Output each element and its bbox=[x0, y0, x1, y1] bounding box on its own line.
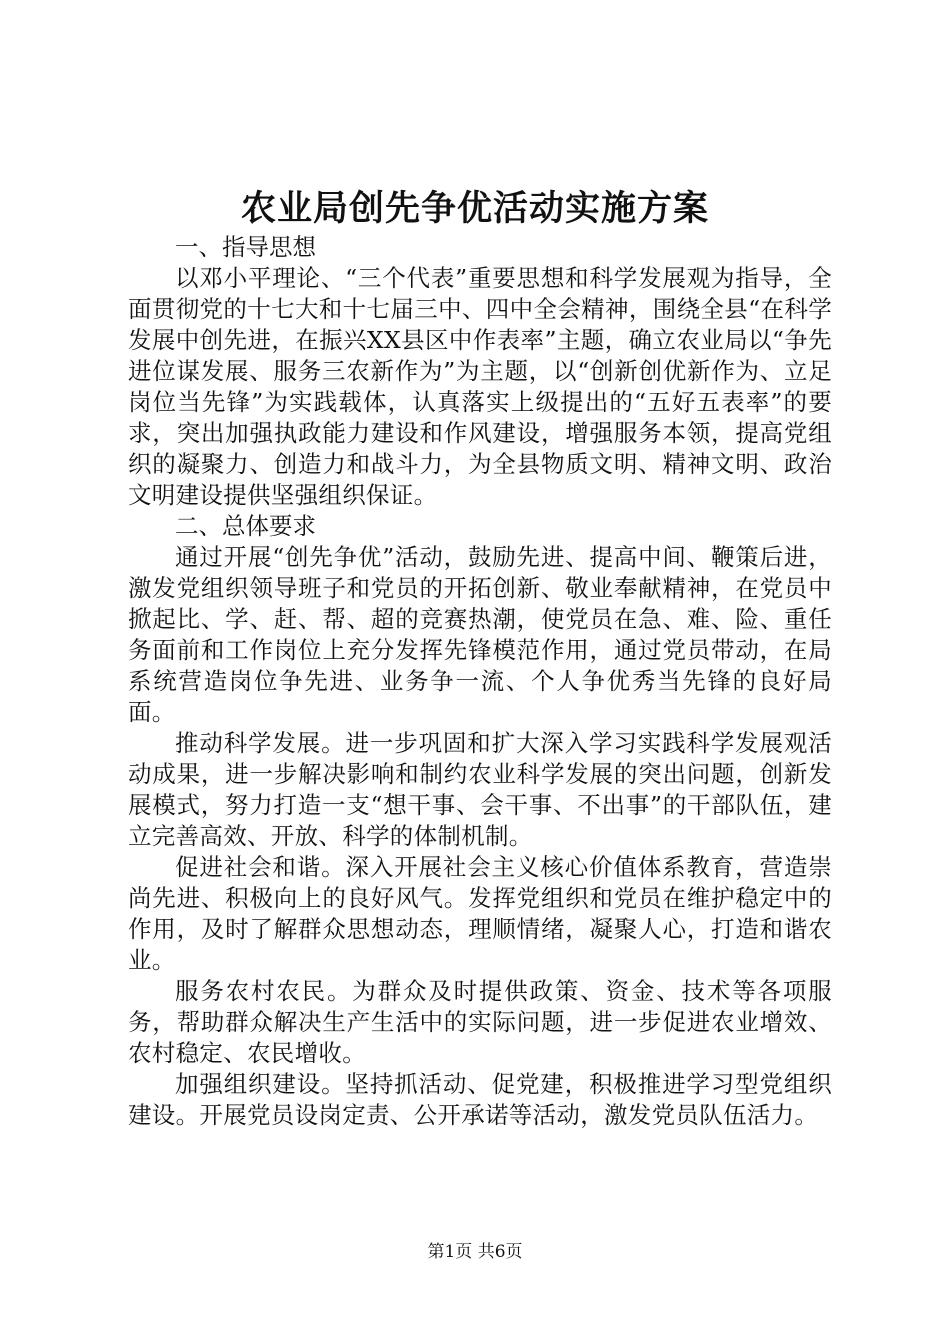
paragraph-guiding-ideology: 以邓小平理论、“三个代表”重要思想和科学发展观为指导，全面贯彻党的十七大和十七届三中、四中全会精神，围绕全县“在科学发展中创先进，在振兴XX县区中作表率”主题，确立农业局以“争先进位谋发展、服务三农新作为”为主题，以“创新创优新作为、立足岗位当先锋”为实践载体，认真落实上级提出的“五好五表率”的要求，突出加强执政能力建设和作风建设，增强服务本领，提高党组织的凝聚力、创造力和战斗力，为全县物质文明、精神文明、政治文明建设提供坚强组织保证。 bbox=[128, 264, 832, 509]
document-body bbox=[128, 232, 832, 1131]
page-number-footer: 第1页 共6页 bbox=[427, 1242, 523, 1262]
paragraph-strengthen-organization: 加强组织建设。坚持抓活动、促党建，积极推进学习型党组织建设。开展党员设岗定责、公开承诺等活动，激发党员队伍活力。 bbox=[128, 1070, 832, 1129]
paragraph-overall-requirements: 通过开展“创先争优”活动，鼓励先进、提高中间、鞭策后进，激发党组织领导班子和党员的开拓创新、敬业奉献精神，在党员中掀起比、学、赶、帮、超的竞赛热潮，使党员在急、难、险、重任务面前和工作岗位上充分发挥先锋模范作用，通过党员带动，在局系统营造岗位争先进、业务争一流、个人争优秀当先锋的良好局面。 bbox=[128, 543, 832, 726]
paragraph-promote-scientific-development: 推动科学发展。进一步巩固和扩大深入学习实践科学发展观活动成果，进一步解决影响和制约农业科学发展的突出问题，创新发展模式，努力打造一支“想干事、会干事、不出事”的干部队伍，建立完善高效、开放、科学的体制机制。 bbox=[128, 729, 832, 850]
section-heading-overall-requirements: 二、总体要求 bbox=[175, 512, 316, 540]
paragraph-serve-rural-farmers: 服务农村农民。为群众及时提供政策、资金、技术等各项服务，帮助群众解决生产生活中的实际问题，进一步促进农业增效、农村稳定、农民增收。 bbox=[128, 977, 832, 1067]
paragraph-promote-social-harmony: 促进社会和谐。深入开展社会主义核心价值体系教育，营造崇尚先进、积极向上的良好风气。发挥党组织和党员在维护稳定中的作用，及时了解群众思想动态，理顺情绪，凝聚人心，打造和谐农业。 bbox=[128, 853, 832, 974]
document-title: 农业局创先争优活动实施方案 bbox=[240, 188, 709, 229]
section-heading-guiding-ideology: 一、指导思想 bbox=[175, 233, 316, 261]
